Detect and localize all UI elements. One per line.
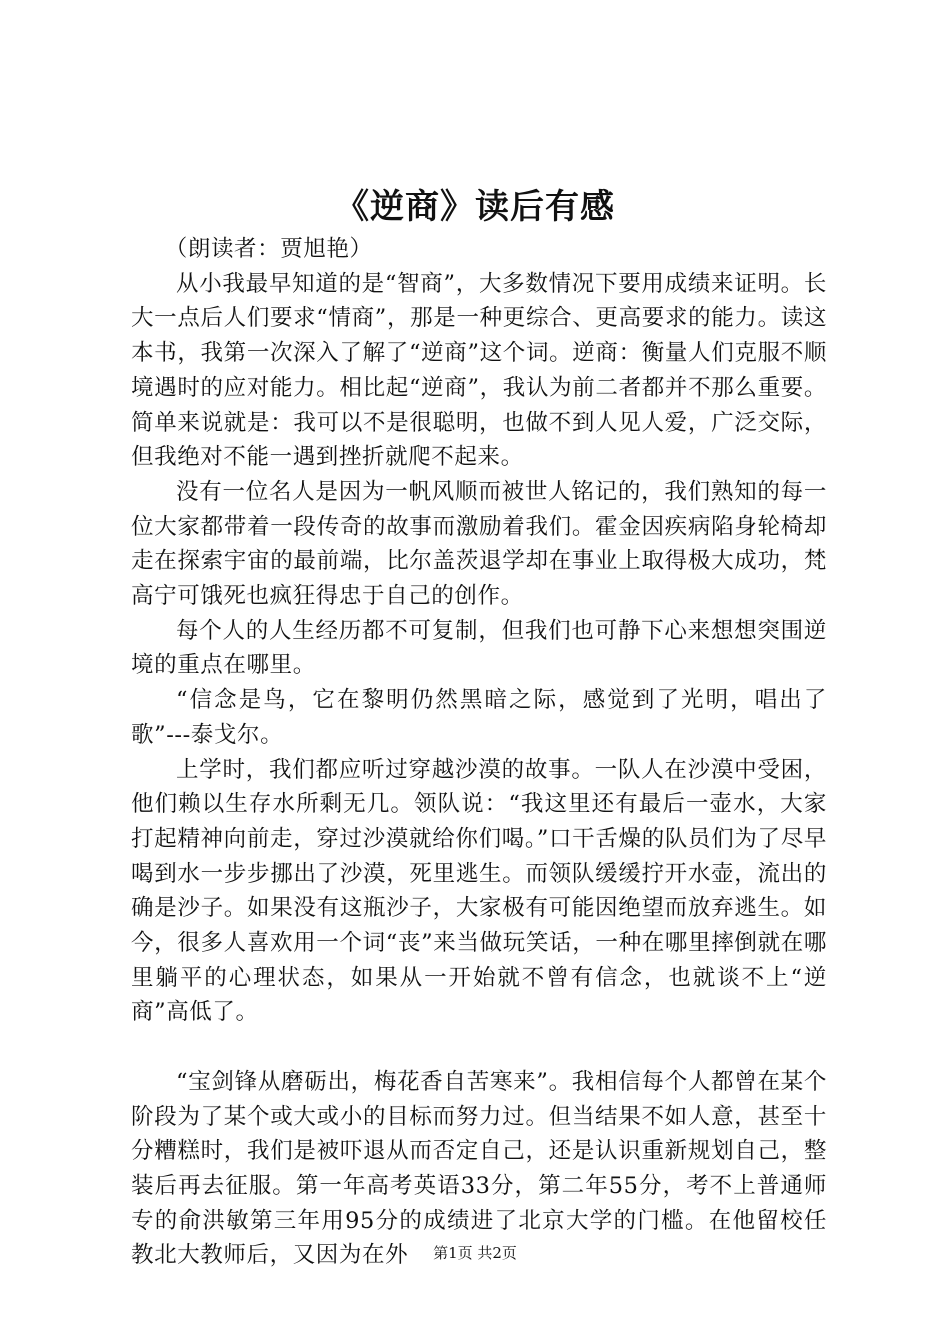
reader-credit: （朗读者：贾旭艳）: [164, 236, 373, 262]
document-body: [131, 232, 827, 1273]
paragraph: 没有一位名人是因为一帆风顺而被世人铭记的，我们熟知的每一位大家都带着一段传奇的故事而激励着我们。霍金因疾病陷身轮椅却走在探索宇宙的最前端，比尔盖茨退学却在事业上取得极大成功，梵高宁可饿死也疯狂得忠于自己的创作。: [131, 478, 827, 610]
paragraph: 上学时，我们都应听过穿越沙漠的故事。一队人在沙漠中受困，他们赖以生存水所剩无几。领队说：“我这里还有最后一壶水，大家打起精神向前走，穿过沙漠就给你们喝。”口干舌燥的队员们为了尽早喝到水一步步挪出了沙漠，死里逃生。而领队缓缓拧开水壶，流出的确是沙子。如果没有这瓶沙子，大家极有可能因绝望而放弃逃生。如今，很多人喜欢用一个词“丧”来当做玩笑话，一种在哪里摔倒就在哪里躺平的心理状态，如果从一开始就不曾有信念，也就谈不上“逆商”高低了。: [131, 756, 827, 1026]
paragraph: 每个人的人生经历都不可复制，但我们也可静下心来想想突围逆境的重点在哪里。: [131, 617, 827, 679]
document-title: 《逆商》读后有感: [335, 187, 615, 227]
page-footer: 第1页 共2页: [433, 1244, 517, 1262]
paragraph: 从小我最早知道的是“智商”，大多数情况下要用成绩来证明。长大一点后人们要求“情商”，那是一种更综合、更高要求的能力。读这本书，我第一次深入了解了“逆商”这个词。逆商：衡量人们克服不顺境遇时的应对能力。相比起“逆商”，我认为前二者都并不那么重要。简单来说就是：我可以不是很聪明，也做不到人见人爱，广泛交际，但我绝对不能一遇到挫折就爬不起来。: [131, 270, 827, 471]
paragraph-spacer: [131, 1030, 827, 1065]
quote-paragraph: “信念是鸟，它在黎明仍然黑暗之际，感觉到了光明，唱出了歌”---泰戈尔。: [131, 687, 827, 748]
paragraph: “宝剑锋从磨砺出，梅花香自苦寒来”。我相信每个人都曾在某个阶段为了某个或大或小的目标而努力过。但当结果不如人意，甚至十分糟糕时，我们是被吓退从而否定自己，还是认识重新规划自己，整装后再去征服。第一年高考英语33分，第二年55分，考不上普通师专的俞洪敏第三年用95分的成绩进了北京大学的门槛。在他留校任教北大教师后，又因为在外: [131, 1068, 827, 1269]
